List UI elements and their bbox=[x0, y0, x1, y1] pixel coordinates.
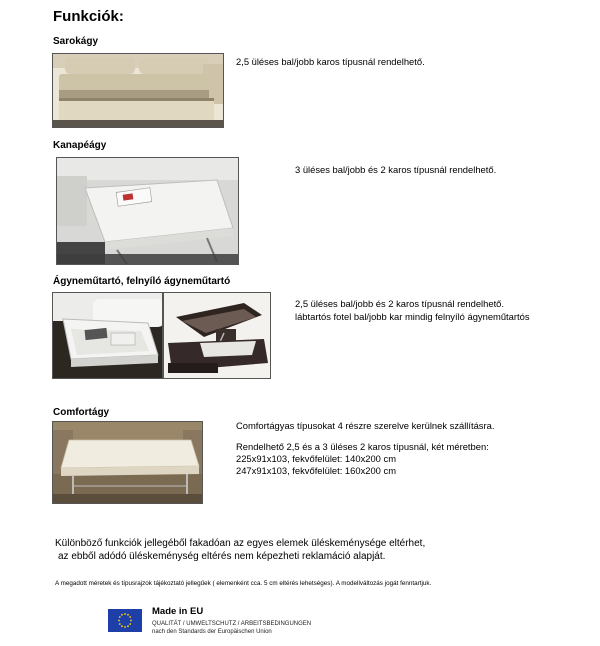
agynemutarto-text-1: 2,5 üléses bal/jobb és 2 karos típusnál rendelhető. bbox=[295, 298, 504, 309]
section-heading-kanapeagy: Kanapéágy bbox=[53, 140, 107, 151]
footer-line-1: QUALITÄT / UMWELTSCHUTZ / ARBEITSBEDINGUNGEN bbox=[152, 621, 312, 627]
sarokagy-photo bbox=[52, 53, 224, 128]
footer-line-2: nach den Standards der Europäischen Union bbox=[152, 629, 272, 635]
comfortagy-size-2: 247x91x103, fekvőfelület: 160x200 cm bbox=[236, 465, 397, 476]
comfortagy-text-2: Rendelhető 2,5 és a 3 üléses 2 karos típusnál, két méretben: bbox=[236, 441, 489, 452]
agynemutarto-photo-right bbox=[163, 292, 271, 379]
made-in-eu: Made in EU bbox=[152, 606, 204, 617]
comfortagy-text-1: Comfortágyas típusokat 4 részre szerelve kerülnek szállításra. bbox=[236, 420, 495, 431]
agynemutarto-text-2: lábtartós fotel bal/jobb kar mindig felnyíló ágyneműtartós bbox=[295, 311, 530, 322]
comfortagy-size-1: 225x91x103, fekvőfelület: 140x200 cm bbox=[236, 453, 397, 464]
disclaimer: A megadott méretek és típusrajzok tájékoztató jellegűek ( elemenként cca. 5 cm eltérés lehetséges). A modellváltozás jogát fenntartjuk. bbox=[55, 580, 432, 587]
kanapeagy-photo bbox=[56, 157, 239, 265]
section-heading-comfortagy: Comfortágy bbox=[53, 407, 110, 418]
sarokagy-text: 2,5 üléses bal/jobb karos típusnál rendelhető. bbox=[236, 56, 425, 67]
section-heading-agynemutarto: Ágyneműtartó, felnyíló ágyneműtartó bbox=[53, 276, 231, 287]
kanapeagy-text: 3 üléses bal/jobb és 2 karos típusnál rendelhető. bbox=[295, 164, 497, 175]
eu-flag-icon bbox=[108, 609, 142, 632]
note-line-2: az ebből adódó üléskeménység eltérés nem képezheti reklamáció alapját. bbox=[58, 551, 386, 562]
agynemutarto-photo-left bbox=[52, 292, 163, 379]
page-title: Funkciók: bbox=[53, 8, 124, 25]
note-line-1: Különböző funkciók jellegéből fakadóan az egyes elemek üléskeménysége eltérhet, bbox=[55, 538, 426, 549]
section-heading-sarokagy: Sarokágy bbox=[53, 36, 99, 47]
comfortagy-photo bbox=[52, 421, 203, 504]
